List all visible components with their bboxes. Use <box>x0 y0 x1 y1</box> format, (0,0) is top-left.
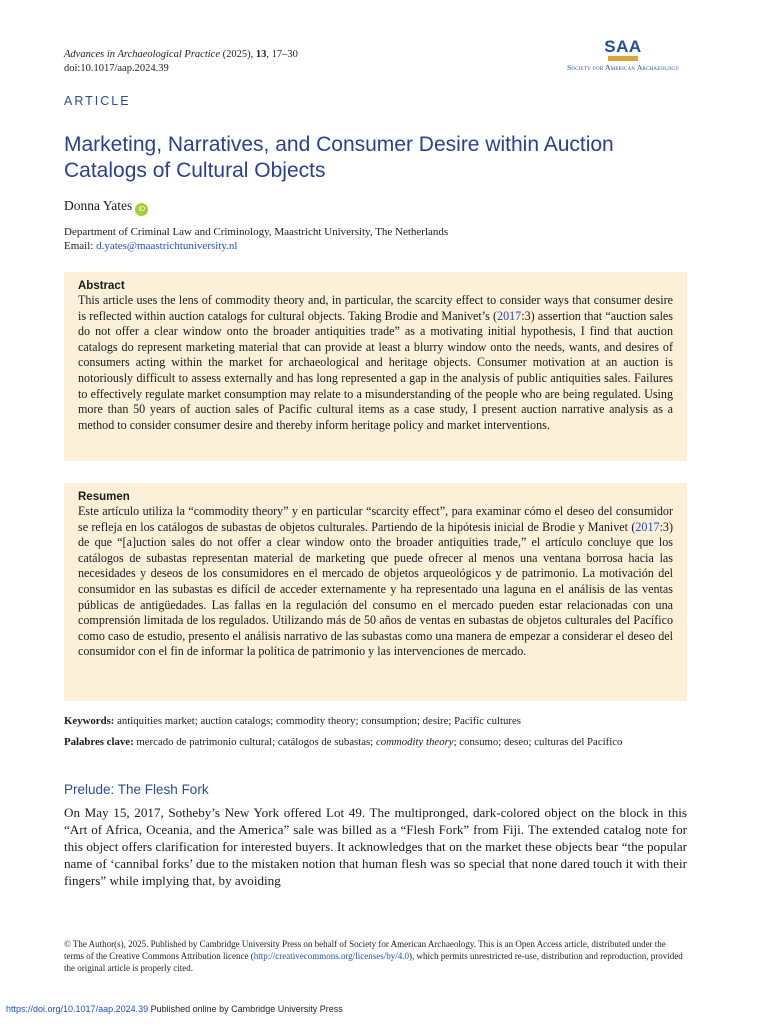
keywords-text: antiquities market; auction catalogs; commodity theory; consumption; desire; Pacific cultures <box>114 715 521 727</box>
saa-logo <box>548 38 698 72</box>
saa-logo-bar <box>608 56 638 61</box>
doi-link[interactable]: https://doi.org/10.1017/aap.2024.39 <box>6 1004 149 1014</box>
keywords-label: Keywords: <box>64 715 115 727</box>
orcid-icon[interactable]: iD <box>135 203 148 216</box>
palabras-clave-line: Palabres clave: mercado de patrimonio cultural; catálogos de subastas; commodity theory; consumo; deseo; culturas del Pacífico <box>64 736 623 748</box>
palabras-label: Palabres clave: <box>64 736 134 748</box>
affiliation-block <box>64 225 448 253</box>
body-paragraph: On May 15, 2017, Sotheby’s New York offered Lot 49. The multipronged, dark-colored object on the block in this “Art of Africa, Oceania, and the America” sale was billed as a “Flesh Fork” from Fiji. The extended catalog note for this object offers clarification for interested buyers. It acknowledges that on the market these objects bear “the popular name of ‘cannibal forks’ due to the mistaken notion that human flesh was so special that none dared touch it with their fingers” while implying that, by avoiding <box>64 805 687 888</box>
article-title: Marketing, Narratives, and Consumer Desire within Auction Catalogs of Cultural Objects <box>64 133 614 182</box>
journal-volume: 13 <box>255 49 267 60</box>
resumen-text: Este artículo utiliza la “commodity theory” y en particular “scarcity effect”, para examinar cómo el deseo del consumidor se refleja en los catálogos de subastas de objetos culturales. Partiendo de la hipótesis inicial de Brodie y Manivet (2017:3) de que “[a]uction sales do not offer a clear window onto the broader antiquities trade,” el artículo concluye que los catálogos de subastas representan material de marketing que puede ofrecer al menos una ventana borrosa hacia las necesidades y deseos de los consumidores en el mercado de objetos arqueológicos y de patrimonio. La motivación del consumidor en las subastas es difícil de acceder externamente y ha representado una laguna en el análisis de las ventas públicas de antigüedades. Las fallas en la regulación del consumo en el mercado pueden estar relacionadas con una comprensión limitada de los regulados. Utilizando más de 50 años de ventas en subastas de objetos culturales del Pacífico como caso de estudio, presento el análisis narrativo de las subastas como una manera de empezar a considerar el deseo del consumidor con el fin de informar la política de patrimonio y las intervenciones de mercado. <box>78 504 673 659</box>
section-heading: Prelude: The Flesh Fork <box>64 782 209 797</box>
journal-doi: doi:10.1017/aap.2024.39 <box>64 63 169 74</box>
journal-info <box>64 48 298 76</box>
resumen-box <box>64 483 687 701</box>
author-line <box>64 198 148 216</box>
resumen-heading: Resumen <box>78 491 130 503</box>
article-type-label: ARTICLE <box>64 94 131 108</box>
bottom-bar <box>6 1004 343 1014</box>
journal-citation: Advances in Archaeological Practice (2025), 13, 17–30 <box>64 49 298 60</box>
abstract-text: This article uses the lens of commodity theory and, in particular, the scarcity effect to consider ways that consumer desire is reflected within auction catalogs for cultural objects. Taking Brodie and Manivet’s (2017:3) assertion that “auction sales do not offer a clear window onto the broader antiquities trade” as a motivating initial hypothesis, I find that auction catalogs do represent marketing material that can provide at least a blurry window onto the needs, wants, and desires of consumers acting within the market for archaeological and heritage objects. Consumer motivation at an auction is notoriously difficult to assess externally and has long represented a gap in the analysis of public antiquities sales. Failures to effectively regulate market consumption may relate to a misunderstanding of the people who are being regulated. Using more than 50 years of auction sales of Pacific cultural items as a case study, I present auction narrative analysis as a method to consider consumer desire and thereby inform heritage policy and market interventions. <box>78 293 673 432</box>
license-link[interactable]: http://creativecommons.org/licenses/by/4.0 <box>253 951 410 961</box>
citation-link[interactable]: 2017 <box>497 308 522 323</box>
copyright-footer: © The Author(s), 2025. Published by Cambridge University Press on behalf of Society for American Archaeology. This is an Open Access article, distributed under the terms of the Creative Commons Attribution licence (http://creativecommons.org/licenses/by/4.0), which permits unrestricted re-use, distribution and reproduction, provided the original article is properly cited. <box>64 939 683 973</box>
journal-name: Advances in Archaeological Practice <box>64 49 220 60</box>
abstract-box <box>64 272 687 461</box>
published-online-text: Published online by Cambridge University Press <box>148 1004 343 1014</box>
saa-logo-subtitle: Society for American Archaeology <box>566 63 679 72</box>
citation-link[interactable]: 2017 <box>635 519 660 534</box>
saa-logo-letters: SAA <box>604 37 642 56</box>
author-name: Donna Yates <box>64 198 133 213</box>
abstract-heading: Abstract <box>78 280 125 292</box>
email-link[interactable]: d.yates@maastrichtuniversity.nl <box>96 240 238 252</box>
keywords-line <box>64 714 521 728</box>
affiliation: Department of Criminal Law and Criminology, Maastricht University, The Netherlands <box>64 226 449 238</box>
email-line: Email: d.yates@maastrichtuniversity.nl <box>64 240 238 252</box>
